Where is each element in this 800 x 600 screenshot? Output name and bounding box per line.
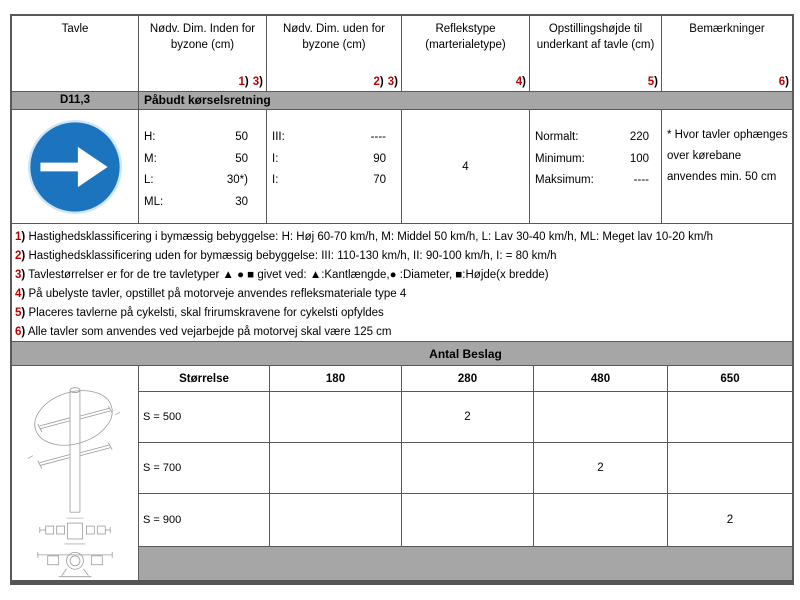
col-header-tavle <box>12 16 139 92</box>
bemaerkninger-cell <box>662 110 792 224</box>
dim-row: III: ---- <box>272 131 386 143</box>
bottom-gray-band <box>139 547 792 580</box>
footnotes-section <box>12 224 792 342</box>
sign-image-cell <box>12 110 139 224</box>
height-row: Normalt: 220 <box>535 131 649 143</box>
footnote-line: 2) Hastighedsklassificering uden for bymæssig bebyggelse: III: 110-130 km/h, II: 90-100 km/h, I: = 80 km/h <box>15 250 557 262</box>
bemaerkninger-text: * Hvor tavler ophænges over kørebane anvendes min. 50 cm <box>667 129 788 183</box>
antal-cell <box>402 494 534 547</box>
col-header-bemaerkninger <box>662 16 792 92</box>
reflekstype-value: 4 <box>462 160 469 173</box>
header-label: Bemærkninger <box>689 23 765 35</box>
dim-row: I: 90 <box>272 152 386 165</box>
footnote-line: 4) På ubelyste tavler, opstillet på motorveje anvendes refleksmateriale type 4 <box>15 288 407 300</box>
dim-row: H: 50 <box>144 131 248 143</box>
footnote-marks: 2) 3) <box>373 75 398 88</box>
antal-beslag-title <box>12 342 792 366</box>
main-spec-table <box>12 16 792 224</box>
antal-row-label: S = 500 <box>139 392 270 443</box>
header-label: Nødv. Dim. Inden for byzone (cm) <box>149 23 256 51</box>
opstillingshoejde-cell <box>530 110 662 224</box>
antal-cell <box>270 392 402 443</box>
mandatory-direction-right-sign-icon <box>27 119 123 215</box>
antal-cell: 2 <box>402 392 534 443</box>
reflekstype-cell <box>402 110 530 224</box>
col-header-dim-uden-byzone <box>267 16 402 92</box>
antal-row-label: S = 700 <box>139 443 270 494</box>
antal-cell: 2 <box>668 494 792 547</box>
height-row: Minimum: 100 <box>535 152 649 165</box>
post-mounting-drawing-cell <box>12 366 139 580</box>
antal-cell <box>270 443 402 494</box>
dim-inden-byzone-cell <box>139 110 267 224</box>
dim-row: M: 50 <box>144 152 248 165</box>
antal-cell <box>534 494 668 547</box>
header-label: Opstillingshøjde til underkant af tavle (cm) <box>536 23 655 51</box>
height-row: Maksimum: ---- <box>535 174 649 186</box>
antal-col-header-280: 280 <box>402 366 534 392</box>
antal-cell <box>402 443 534 494</box>
antal-cell <box>668 392 792 443</box>
antal-cell <box>534 392 668 443</box>
header-label: Tavle <box>61 23 89 35</box>
sign-code <box>12 92 139 110</box>
antal-col-header-180: 180 <box>270 366 402 392</box>
footnote-marks: 4) <box>515 75 526 88</box>
header-label: Reflekstype (marterialetype) <box>425 23 506 51</box>
dim-uden-byzone-cell <box>267 110 402 224</box>
dim-row: ML: 30 <box>144 195 248 208</box>
antal-cell <box>668 443 792 494</box>
dim-row: L: 30*) <box>144 174 248 186</box>
sign-spec-document <box>10 14 794 585</box>
antal-beslag-title-label: Antal Beslag <box>429 346 502 361</box>
sign-post-drawing <box>12 366 138 579</box>
antal-col-header-stoerrelse: Størrelse <box>139 366 270 392</box>
antal-beslag-table <box>12 342 792 580</box>
footnote-marks: 1) 3) <box>238 75 263 88</box>
footnote-line: 6) Alle tavler som anvendes ved vejarbejde på motorvej skal være 125 cm <box>15 326 392 338</box>
footnote-line: 5) Placeres tavlerne på cykelsti, skal frirumskravene for cykelsti opfyldes <box>15 307 384 319</box>
col-header-reflekstype <box>402 16 530 92</box>
antal-row-label: S = 900 <box>139 494 270 547</box>
footnote-marks: 5) <box>647 75 658 88</box>
col-header-dim-inden-byzone <box>139 16 267 92</box>
sign-code-label: D11,3 <box>59 94 91 106</box>
footnote-line: 3) Tavlestørrelser er for de tre tavletyper ▲ ● ■ givet ved: ▲:Kantlængde,● :Diameter, ■:Højde(x bredde) <box>15 269 549 281</box>
dim-row: I: 70 <box>272 174 386 186</box>
antal-cell <box>270 494 402 547</box>
antal-cell: 2 <box>534 443 668 494</box>
sign-title <box>139 92 792 110</box>
header-label: Nødv. Dim. uden for byzone (cm) <box>282 23 386 51</box>
antal-col-header-650: 650 <box>668 366 792 392</box>
footnote-line: 1) Hastighedsklassificering i bymæssig bebyggelse: H: Høj 60-70 km/h, M: Middel 50 km/h, L: Lav 30-40 km/h, ML: Meget lav 10-20 km/h <box>15 231 713 243</box>
antal-col-header-480: 480 <box>534 366 668 392</box>
sign-title-label: Påbudt kørselsretning <box>144 93 271 107</box>
footnote-marks: 6) <box>778 75 789 88</box>
col-header-opstillingshoejde <box>530 16 662 92</box>
